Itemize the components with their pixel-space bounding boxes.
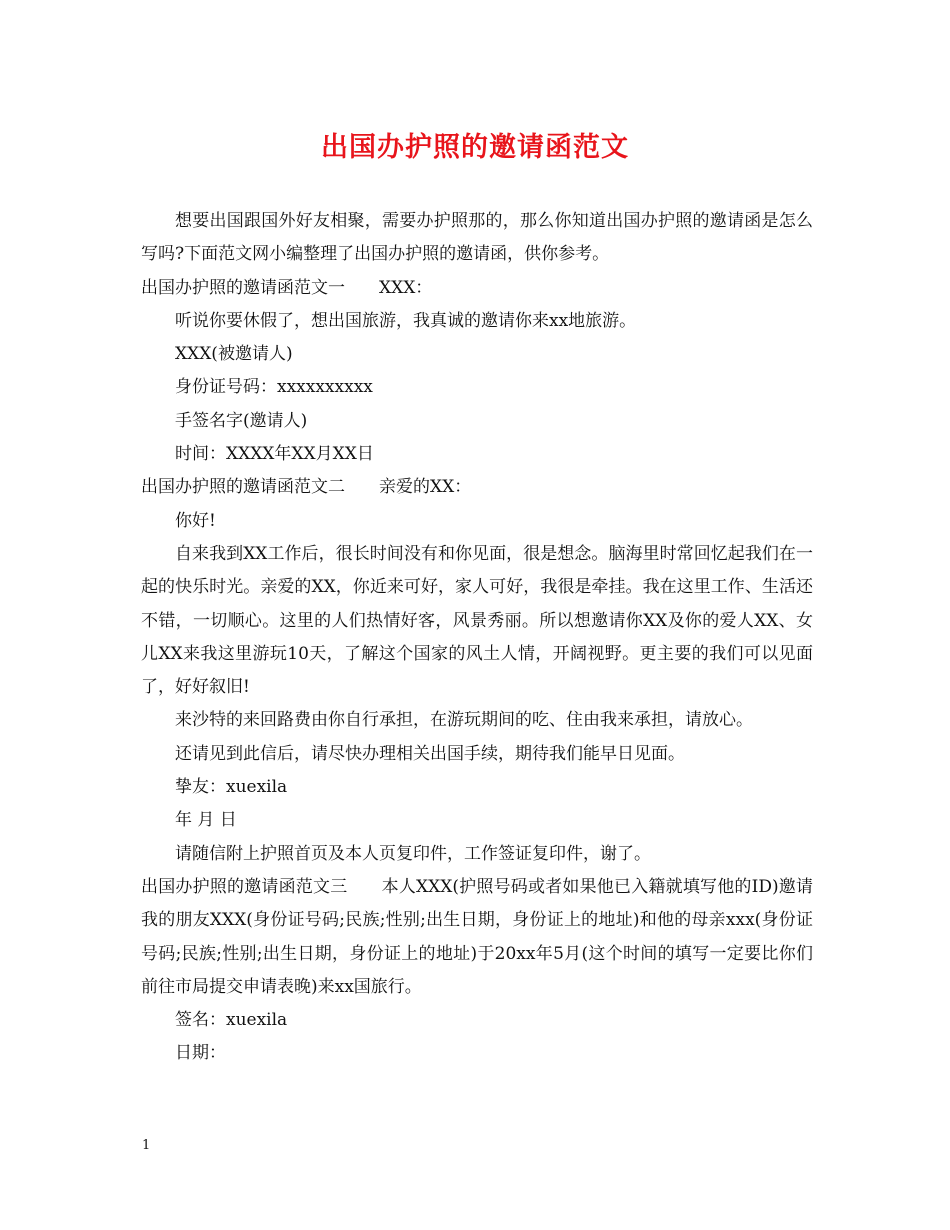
paragraph-text: 听说你要休假了，想出国旅游，我真诚的邀请你来xx地旅游。: [175, 310, 637, 331]
paragraph-text: 手签名字(邀请人): [175, 410, 308, 431]
section-heading-paragraph: [141, 871, 813, 1004]
paragraph-text: 亲爱的XX：: [379, 477, 472, 498]
paragraph-text: XXX(被邀请人): [175, 344, 293, 365]
paragraph: [141, 1004, 813, 1037]
section-heading-paragraph: [141, 471, 813, 504]
paragraph-text: 本人XXX(护照号码或者如果他已入籍就填写他的ID)邀请我的朋友XXX(身份证号码;民族;性别;出生日期，身份证上的地址)和他的母亲xxx(身份证号码;民族;性别;出生日期，身份证上的地址)于20xx年5月(这个时间的填写一定要比你们前往市局提交申请表晚)来xx国旅行。: [141, 876, 814, 997]
paragraph-text: 年 月 日: [175, 810, 237, 831]
paragraph: [141, 771, 813, 804]
section-heading: 出国办护照的邀请函范文三: [141, 876, 348, 897]
paragraph: [141, 538, 813, 704]
paragraph-text: 身份证号码：xxxxxxxxxx: [175, 377, 373, 398]
paragraph: [141, 371, 813, 404]
paragraph-text: 签名：xuexila: [175, 1010, 288, 1031]
paragraph: [141, 1037, 813, 1070]
paragraph-text: 你好!: [175, 510, 216, 531]
page-number: 1: [142, 1138, 151, 1153]
section-heading: 出国办护照的邀请函范文二: [141, 477, 345, 498]
paragraph: [141, 505, 813, 538]
paragraph: [141, 438, 813, 471]
paragraph: [141, 704, 813, 737]
paragraph-text: 还请见到此信后，请尽快办理相关出国手续，期待我们能早日见面。: [175, 743, 685, 764]
paragraph: [141, 205, 813, 272]
document-title: 出国办护照的邀请函范文: [321, 132, 629, 163]
paragraph-text: 自来我到XX工作后，很长时间没有和你见面，很是想念。脑海里时常回忆起我们在一起的快乐时光。亲爱的XX，你近来可好，家人可好，我很是牵挂。我在这里工作、生活还不错，一切顺心。这里的人们热情好客，风景秀丽。所以想邀请你XX及你的爱人XX、女儿XX来我这里游玩10天，了解这个国家的风土人情，开阔视野。更主要的我们可以见面了，好好叙旧!: [141, 543, 813, 698]
paragraph: [141, 305, 813, 338]
paragraph: [141, 738, 813, 771]
paragraph-text: 请随信附上护照首页及本人页复印件，工作签证复印件，谢了。: [175, 843, 651, 864]
paragraph: [141, 838, 813, 871]
paragraph: [141, 405, 813, 438]
document-body: [141, 205, 813, 1071]
section-heading: 出国办护照的邀请函范文一: [141, 277, 345, 298]
paragraph-text: 时间：XXXX年XX月XX日: [175, 444, 374, 465]
paragraph-text: 来沙特的来回路费由你自行承担，在游玩期间的吃、住由我来承担，请放心。: [175, 710, 753, 731]
paragraph: [141, 338, 813, 371]
section-heading-paragraph: [141, 272, 813, 305]
paragraph: [141, 804, 813, 837]
paragraph-text: XXX：: [379, 277, 433, 298]
paragraph-text: 想要出国跟国外好友相聚，需要办护照那的，那么你知道出国办护照的邀请函是怎么写吗?下面范文网小编整理了出国办护照的邀请函，供你参考。: [141, 211, 813, 265]
paragraph-text: 日期：: [175, 1043, 226, 1064]
paragraph-text: 挚友：xuexila: [175, 777, 288, 798]
